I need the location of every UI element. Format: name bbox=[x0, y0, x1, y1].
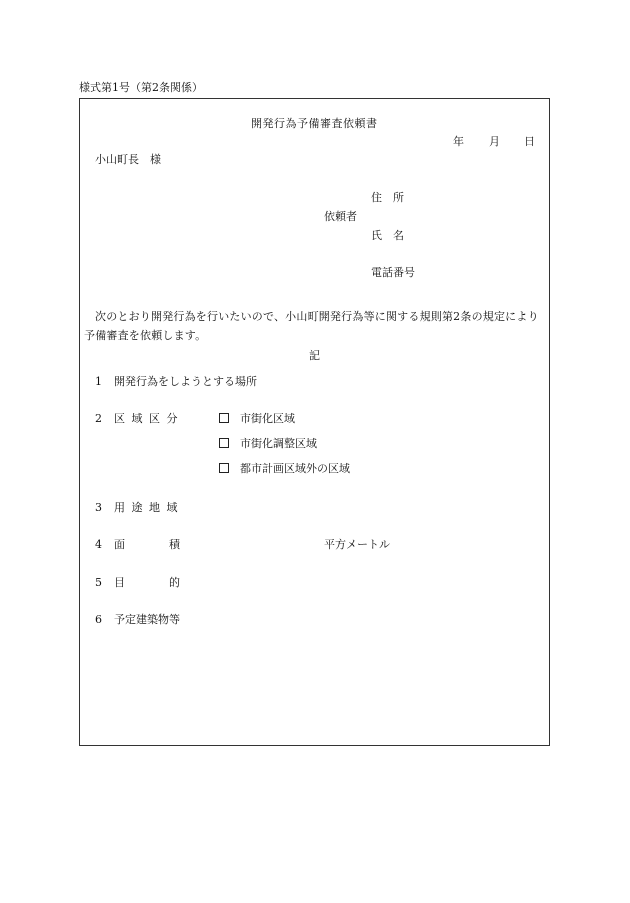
addressee: 小山町長 様 bbox=[95, 153, 161, 166]
item-5-label: 目 的 bbox=[114, 576, 180, 589]
date-month: 月 bbox=[489, 135, 500, 148]
requester-name-label: 氏 名 bbox=[371, 229, 404, 242]
zone-option-label: 都市計画区域外の区域 bbox=[240, 462, 350, 475]
item-4-number: 4 bbox=[95, 538, 102, 551]
checkbox-icon[interactable] bbox=[219, 413, 229, 423]
item-6-label: 予定建築物等 bbox=[114, 613, 180, 626]
zone-option-outside[interactable] bbox=[219, 463, 350, 474]
item-3-label: 用 途 地 域 bbox=[114, 501, 179, 514]
requester-label: 依頼者 bbox=[324, 210, 357, 223]
zone-option-urbanization[interactable] bbox=[219, 413, 295, 424]
document-title: 開発行為予備審査依頼書 bbox=[251, 117, 378, 130]
note-heading: 記 bbox=[309, 349, 320, 362]
date-day: 日 bbox=[524, 135, 535, 148]
item-4-label: 面 積 bbox=[114, 538, 180, 551]
zone-option-control[interactable] bbox=[219, 438, 317, 449]
request-body-text: 次のとおり開発行為を行いたいので、小山町開発行為等に関する規則第2条の規定により予備審査を依頼します。 bbox=[84, 310, 539, 342]
requester-address-label: 住 所 bbox=[371, 191, 404, 204]
item-2-label: 区 域 区 分 bbox=[114, 412, 179, 425]
item-2-number: 2 bbox=[95, 412, 102, 425]
zone-option-label: 市街化調整区域 bbox=[240, 437, 317, 450]
item-6-number: 6 bbox=[95, 613, 102, 626]
item-3-number: 3 bbox=[95, 501, 102, 514]
form-label: 様式第1号（第2条関係） bbox=[79, 81, 203, 94]
area-unit: 平方メートル bbox=[324, 538, 390, 551]
checkbox-icon[interactable] bbox=[219, 438, 229, 448]
item-5-number: 5 bbox=[95, 576, 102, 589]
checkbox-icon[interactable] bbox=[219, 463, 229, 473]
zone-option-label: 市街化区域 bbox=[240, 412, 295, 425]
requester-phone-label: 電話番号 bbox=[371, 266, 415, 279]
item-1-number: 1 bbox=[95, 375, 102, 388]
item-1-label: 開発行為をしようとする場所 bbox=[114, 375, 257, 388]
date-year: 年 bbox=[453, 135, 464, 148]
